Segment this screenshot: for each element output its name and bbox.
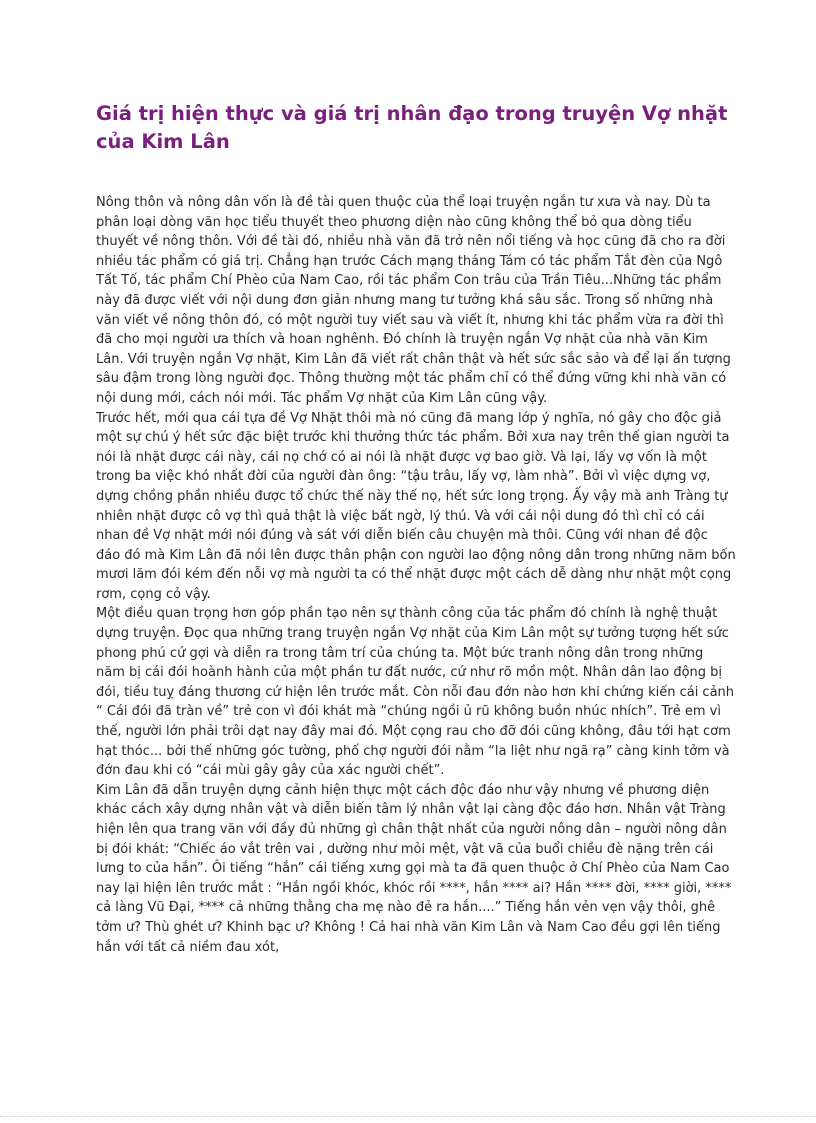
document-body [96,193,736,957]
paragraph-2: Trước hết, mới qua cái tựa đề Vợ Nhặt thôi mà nó cũng đã mang lớp ý nghĩa, nó gây cho độc giả một sự chú ý hết sức đặc biệt trước khi thưởng thức tác phẩm. Bởi xưa nay trên thế gian người ta nói là nhặt được cái này, cái nọ chớ có ai nói là nhặt được vợ bao giờ. Và lại, lấy vợ vốn là một trong ba việc khó nhất đời của người đàn ông: “tậu trâu, lấy vợ, làm nhà”. Bởi vì việc dựng vợ, dựng chồng phần nhiều được tổ chức thế này thế nọ, hết sức long trọng. Ấy vậy mà anh Tràng tự nhiên nhặt được cô vợ thì quả thật là việc bất ngờ, lý thú. Và với cái nội dung đó thì chỉ có cái nhan đề Vợ nhặt mới nói đúng và sát với diễn biến câu chuyện mà thôi. Cũng với nhan đề độc đáo đó mà Kim Lân đã nói lên được thân phận con người lao động nông dân trong những năm bốn mươi lăm đói kém đến nỗi vợ mà người ta có thể nhặt được một cách dễ dàng như nhặt một cọng rơm, cọng cỏ vậy. [96,410,736,602]
paragraph-3: Một điều quan trọng hơn góp phần tạo nên sự thành công của tác phẩm đó chính là nghệ thuật dựng truyện. Đọc qua những trang truyện ngắn Vợ nhặt của Kim Lân một sự tưởng tượng hết sức phong phú cứ gợi và diễn ra trong tâm trí của chúng ta. Một bức tranh nông dân trong những năm bị cái đói hoành hành của một phần tư đất nước, cứ như rõ mồn một. Nhân dân lao động bị đói, tiều tuỵ đáng thương cứ hiện lên trước mắt. Còn nỗi đau đớn nào hơn khi chứng kiến cái cảnh “ Cái đói đã tràn về” trẻ con vì đói khát mà “chúng ngồi ủ rũ không buồn nhúc nhích”. Trẻ em vì thế, người lớn phải trôi dạt nay đây mai đó. Một cọng rau cho đỡ đói cũng không, đâu tới hạt cơm hạt thóc... bởi thế những góc tường, phố chợ người đói nằm “la liệt như ngã rạ” càng kinh tởm và đớn đau khi có “cái mùi gây gây của xác người chết”. [96,606,735,779]
document-title: Giá trị hiện thực và giá trị nhân đạo trong truyện Vợ nhặt của Kim Lân [96,102,728,153]
paragraph-4: Kim Lân đã dẫn truyện dựng cảnh hiện thực một cách độc đáo như vậy nhưng về phương diện khác cách xây dựng nhân vật và diễn biến tâm lý nhân vật lại càng độc đáo hơn. Nhân vật Tràng hiện lên qua trang văn với đầy đủ những gì chân thật nhất của người nông dân – người nông dân bị đói khát: “Chiếc áo vắt trên vai , dường như mỏi mệt, vật vã của buổi chiều đè nặng trên cái lưng to của hắn”. Ôi tiếng “hắn” cái tiếng xưng gọi mà ta đã quen thuộc ở Chí Phèo của Nam Cao nay lại hiện lên trước mắt : “Hắn ngồi khóc, khóc rồi ****, hắn **** ai? Hắn **** đời, **** giời, **** cả làng Vũ Đại, **** cả những thằng cha mẹ nào đẻ ra hắn....” Tiếng hắn vẻn vẹn vậy thôi, ghê tởm ư? Thù ghét ư? Khinh bạc ư? Không ! Cả hai nhà văn Kim Lân và Nam Cao đều gợi lên tiếng hắn với tất cả niềm đau xót, [96,782,732,955]
page-bottom-divider [0,1116,816,1117]
paragraph-1: Nông thôn và nông dân vốn là đề tài quen thuộc của thể loại truyện ngắn tư xưa và nay. Dù ta phân loại dòng văn học tiểu thuyết theo phương diện nào cũng không thể bỏ qua dòng tiểu thuyết về nông thôn. Với đề tài đó, nhiều nhà văn đã trở nên nổi tiếng và học cũng đã cho ra đời nhiều tác phẩm có giá trị. Chẳng hạn trước Cách mạng tháng Tám có tác phẩm Tắt đèn của Ngô Tất Tố, tác phẩm Chí Phèo của Nam Cao, rồi tác phẩm Con trâu của Trần Tiêu...Những tác phẩm này đã được viết với nội dung đơn giản nhưng mang tư tưởng khá sâu sắc. Trong số những nhà văn viết về nông thôn đó, có một người tuy viết sau và viết ít, nhưng khi tác phẩm vừa ra đời thì đã cho mọi người ưa thích và hoan nghênh. Đó chính là truyện ngắn Vợ nhặt của nhà văn Kim Lân. Với truyện ngắn Vợ nhặt, Kim Lân đã viết rất chân thật và hết sức sắc sảo và để lại ấn tượng sâu đậm trong lòng người đọc. Thông thường một tác phẩm chỉ có thể đứng vững khi nhà văn có nội dung mới, cách nói mới. Tác phẩm Vợ nhặt của Kim Lân cũng vậy. [96,195,731,406]
